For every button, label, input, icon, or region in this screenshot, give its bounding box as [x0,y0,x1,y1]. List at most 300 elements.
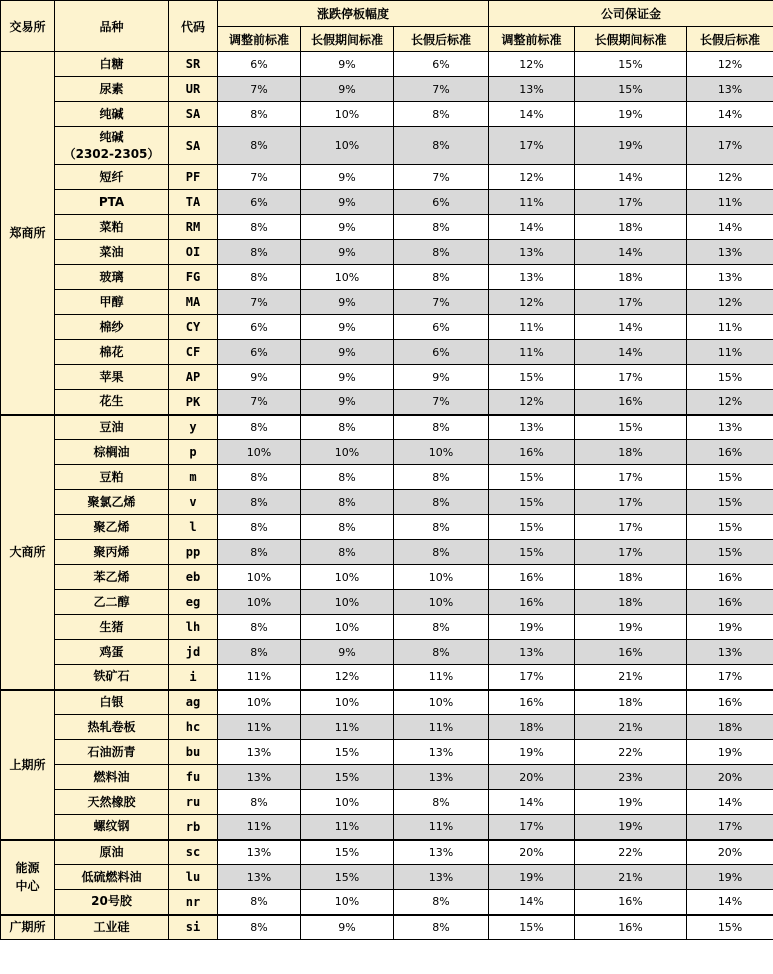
code-cell: MA [169,290,218,315]
limit-before-cell: 8% [218,915,301,940]
exchange-cell: 能源 中心 [1,840,55,915]
variety-cell: 螺纹钢 [55,815,169,840]
limit-after-cell: 6% [394,340,489,365]
limit-before-cell: 11% [218,815,301,840]
margin-before-cell: 12% [489,52,575,77]
margin-before-cell: 12% [489,390,575,415]
limit-after-cell: 8% [394,515,489,540]
code-cell: lu [169,865,218,890]
code-cell: ru [169,790,218,815]
margin-holiday-cell: 18% [575,690,687,715]
limit-holiday-cell: 10% [301,265,394,290]
margin-before-cell: 15% [489,515,575,540]
table-row [1,127,773,165]
variety-cell: 甲醇 [55,290,169,315]
code-cell: y [169,415,218,440]
margin-after-cell: 20% [687,840,773,865]
limit-holiday-cell: 11% [301,715,394,740]
limit-before-cell: 13% [218,740,301,765]
header-margin-after: 长假后标准 [687,27,773,52]
table-row [1,640,773,665]
margin-after-cell: 19% [687,615,773,640]
margin-after-cell: 15% [687,515,773,540]
limit-before-cell: 6% [218,52,301,77]
header-limit-after: 长假后标准 [394,27,489,52]
margin-after-cell: 13% [687,77,773,102]
limit-holiday-cell: 9% [301,640,394,665]
limit-before-cell: 6% [218,190,301,215]
margin-holiday-cell: 19% [575,615,687,640]
margin-holiday-cell: 18% [575,215,687,240]
limit-after-cell: 10% [394,590,489,615]
variety-cell: 聚丙烯 [55,540,169,565]
margin-holiday-cell: 21% [575,865,687,890]
margin-holiday-cell: 15% [575,52,687,77]
table-row [1,265,773,290]
limit-after-cell: 11% [394,715,489,740]
variety-cell: 聚氯乙烯 [55,490,169,515]
table-row [1,365,773,390]
code-cell: bu [169,740,218,765]
margin-holiday-cell: 17% [575,540,687,565]
header-margin-group: 公司保证金 [489,1,773,27]
exchange-cell: 广期所 [1,915,55,940]
margin-before-cell: 13% [489,240,575,265]
limit-before-cell: 6% [218,340,301,365]
limit-after-cell: 8% [394,490,489,515]
limit-after-cell: 10% [394,440,489,465]
limit-holiday-cell: 10% [301,790,394,815]
margin-after-cell: 12% [687,390,773,415]
limit-after-cell: 9% [394,365,489,390]
variety-cell: 玻璃 [55,265,169,290]
table-row [1,390,773,415]
margin-holiday-cell: 19% [575,815,687,840]
table-row [1,190,773,215]
margin-after-cell: 11% [687,315,773,340]
margin-holiday-cell: 16% [575,890,687,915]
table-row [1,840,773,865]
margin-holiday-cell: 21% [575,715,687,740]
code-cell: TA [169,190,218,215]
limit-after-cell: 11% [394,665,489,690]
limit-holiday-cell: 15% [301,765,394,790]
margin-after-cell: 13% [687,415,773,440]
margin-before-cell: 14% [489,215,575,240]
limit-after-cell: 8% [394,215,489,240]
margin-holiday-cell: 23% [575,765,687,790]
limit-holiday-cell: 9% [301,240,394,265]
variety-cell: 生猪 [55,615,169,640]
limit-before-cell: 8% [218,890,301,915]
limit-holiday-cell: 9% [301,340,394,365]
margin-before-cell: 17% [489,127,575,165]
margin-before-cell: 13% [489,640,575,665]
code-cell: OI [169,240,218,265]
table-row [1,415,773,440]
table-row [1,102,773,127]
margin-before-cell: 13% [489,415,575,440]
table-row [1,865,773,890]
margin-before-cell: 16% [489,590,575,615]
margin-holiday-cell: 17% [575,490,687,515]
header-margin-holiday: 长假期间标准 [575,27,687,52]
margin-before-cell: 16% [489,565,575,590]
limit-before-cell: 13% [218,840,301,865]
margin-before-cell: 20% [489,840,575,865]
variety-cell: 石油沥青 [55,740,169,765]
exchange-cell: 郑商所 [1,52,55,415]
margin-holiday-cell: 19% [575,102,687,127]
variety-cell: 棉花 [55,340,169,365]
limit-after-cell: 11% [394,815,489,840]
limit-holiday-cell: 8% [301,490,394,515]
limit-after-cell: 8% [394,415,489,440]
margin-before-cell: 15% [489,540,575,565]
limit-holiday-cell: 9% [301,390,394,415]
limit-holiday-cell: 9% [301,290,394,315]
table-row [1,515,773,540]
limit-holiday-cell: 9% [301,365,394,390]
limit-holiday-cell: 15% [301,865,394,890]
limit-before-cell: 6% [218,315,301,340]
margin-holiday-cell: 19% [575,127,687,165]
limit-holiday-cell: 8% [301,540,394,565]
variety-cell: PTA [55,190,169,215]
margin-before-cell: 15% [489,915,575,940]
limit-after-cell: 8% [394,615,489,640]
table-row [1,240,773,265]
limit-after-cell: 8% [394,465,489,490]
limit-holiday-cell: 11% [301,815,394,840]
code-cell: AP [169,365,218,390]
margin-holiday-cell: 22% [575,740,687,765]
code-cell: fu [169,765,218,790]
table-row [1,740,773,765]
margin-before-cell: 11% [489,315,575,340]
margin-holiday-cell: 15% [575,77,687,102]
table-row [1,890,773,915]
limit-holiday-cell: 9% [301,52,394,77]
margin-after-cell: 16% [687,440,773,465]
margin-after-cell: 16% [687,590,773,615]
table-row [1,52,773,77]
margin-before-cell: 11% [489,190,575,215]
margin-after-cell: 15% [687,540,773,565]
limit-holiday-cell: 9% [301,215,394,240]
limit-before-cell: 8% [218,790,301,815]
table-row [1,215,773,240]
margin-holiday-cell: 17% [575,515,687,540]
limit-before-cell: 9% [218,365,301,390]
table-row [1,77,773,102]
margin-after-cell: 12% [687,290,773,315]
limit-after-cell: 8% [394,790,489,815]
limit-before-cell: 11% [218,665,301,690]
table-row [1,915,773,940]
margin-after-cell: 12% [687,165,773,190]
limit-before-cell: 10% [218,565,301,590]
margin-after-cell: 13% [687,265,773,290]
limit-before-cell: 8% [218,215,301,240]
table-row [1,665,773,690]
variety-cell: 纯碱 （2302-2305） [55,127,169,165]
margin-after-cell: 15% [687,490,773,515]
margin-after-cell: 14% [687,790,773,815]
variety-cell: 铁矿石 [55,665,169,690]
limit-before-cell: 13% [218,765,301,790]
limit-holiday-cell: 15% [301,740,394,765]
header-variety: 品种 [55,1,169,52]
code-cell: SA [169,127,218,165]
limit-holiday-cell: 15% [301,840,394,865]
code-cell: PF [169,165,218,190]
variety-cell: 菜油 [55,240,169,265]
code-cell: PK [169,390,218,415]
margin-before-cell: 18% [489,715,575,740]
limit-holiday-cell: 9% [301,915,394,940]
table-row [1,715,773,740]
margin-holiday-cell: 16% [575,640,687,665]
margin-before-cell: 20% [489,765,575,790]
margin-holiday-cell: 14% [575,315,687,340]
margin-before-cell: 19% [489,740,575,765]
margin-before-cell: 15% [489,490,575,515]
header-exchange: 交易所 [1,1,55,52]
limit-holiday-cell: 10% [301,440,394,465]
variety-cell: 热轧卷板 [55,715,169,740]
margin-before-cell: 15% [489,365,575,390]
code-cell: ag [169,690,218,715]
limit-before-cell: 8% [218,127,301,165]
code-cell: sc [169,840,218,865]
table-row [1,290,773,315]
code-cell: SR [169,52,218,77]
variety-cell: 豆粕 [55,465,169,490]
limit-holiday-cell: 10% [301,565,394,590]
variety-cell: 菜粕 [55,215,169,240]
header-price-limit-group: 涨跌停板幅度 [218,1,489,27]
limit-before-cell: 8% [218,265,301,290]
code-cell: lh [169,615,218,640]
margin-after-cell: 13% [687,240,773,265]
variety-cell: 鸡蛋 [55,640,169,665]
limit-after-cell: 10% [394,690,489,715]
limit-before-cell: 8% [218,102,301,127]
limit-before-cell: 10% [218,590,301,615]
limit-holiday-cell: 10% [301,590,394,615]
margin-before-cell: 14% [489,790,575,815]
code-cell: CY [169,315,218,340]
margin-after-cell: 12% [687,52,773,77]
margin-after-cell: 13% [687,640,773,665]
margin-after-cell: 17% [687,815,773,840]
variety-cell: 聚乙烯 [55,515,169,540]
margin-holiday-cell: 14% [575,240,687,265]
margin-before-cell: 19% [489,615,575,640]
limit-holiday-cell: 9% [301,77,394,102]
limit-after-cell: 8% [394,890,489,915]
limit-holiday-cell: 9% [301,190,394,215]
margin-after-cell: 20% [687,765,773,790]
margin-after-cell: 11% [687,340,773,365]
variety-cell: 尿素 [55,77,169,102]
margin-after-cell: 14% [687,890,773,915]
exchange-cell: 大商所 [1,415,55,690]
header-limit-before: 调整前标准 [218,27,301,52]
variety-cell: 低硫燃料油 [55,865,169,890]
limit-before-cell: 10% [218,690,301,715]
variety-cell: 花生 [55,390,169,415]
code-cell: RM [169,215,218,240]
margin-holiday-cell: 18% [575,590,687,615]
margin-before-cell: 12% [489,290,575,315]
limit-after-cell: 10% [394,565,489,590]
code-cell: jd [169,640,218,665]
margin-after-cell: 17% [687,665,773,690]
margin-holiday-cell: 17% [575,465,687,490]
limit-holiday-cell: 9% [301,315,394,340]
limit-before-cell: 8% [218,490,301,515]
table-row [1,340,773,365]
variety-cell: 白银 [55,690,169,715]
limit-before-cell: 8% [218,540,301,565]
limit-after-cell: 8% [394,540,489,565]
limit-holiday-cell: 12% [301,665,394,690]
limit-before-cell: 7% [218,390,301,415]
margin-holiday-cell: 15% [575,415,687,440]
margin-holiday-cell: 18% [575,265,687,290]
limit-after-cell: 6% [394,315,489,340]
limit-holiday-cell: 10% [301,690,394,715]
margin-holiday-cell: 22% [575,840,687,865]
variety-cell: 燃料油 [55,765,169,790]
limit-after-cell: 13% [394,765,489,790]
margin-holiday-cell: 14% [575,165,687,190]
margin-holiday-cell: 16% [575,390,687,415]
code-cell: v [169,490,218,515]
header-code: 代码 [169,1,218,52]
limit-before-cell: 11% [218,715,301,740]
limit-holiday-cell: 10% [301,615,394,640]
code-cell: i [169,665,218,690]
margin-before-cell: 16% [489,690,575,715]
margin-after-cell: 16% [687,565,773,590]
limit-before-cell: 10% [218,440,301,465]
variety-cell: 苯乙烯 [55,565,169,590]
limit-holiday-cell: 10% [301,127,394,165]
margin-before-cell: 14% [489,102,575,127]
margin-before-cell: 11% [489,340,575,365]
limit-after-cell: 7% [394,290,489,315]
table-row [1,765,773,790]
limit-before-cell: 7% [218,290,301,315]
margin-holiday-cell: 17% [575,290,687,315]
limit-before-cell: 7% [218,77,301,102]
limit-before-cell: 8% [218,415,301,440]
code-cell: CF [169,340,218,365]
limit-after-cell: 8% [394,240,489,265]
table-row [1,315,773,340]
table-row [1,540,773,565]
table-row [1,490,773,515]
variety-cell: 天然橡胶 [55,790,169,815]
margin-before-cell: 12% [489,165,575,190]
limit-holiday-cell: 8% [301,515,394,540]
limit-after-cell: 8% [394,102,489,127]
margin-after-cell: 19% [687,865,773,890]
variety-cell: 豆油 [55,415,169,440]
margin-before-cell: 13% [489,265,575,290]
limit-holiday-cell: 8% [301,415,394,440]
margin-after-cell: 18% [687,715,773,740]
limit-after-cell: 13% [394,740,489,765]
margin-before-cell: 15% [489,465,575,490]
margin-holiday-cell: 21% [575,665,687,690]
code-cell: rb [169,815,218,840]
limit-before-cell: 7% [218,165,301,190]
limit-holiday-cell: 9% [301,165,394,190]
code-cell: nr [169,890,218,915]
margin-before-cell: 19% [489,865,575,890]
margin-after-cell: 17% [687,127,773,165]
code-cell: eg [169,590,218,615]
limit-after-cell: 8% [394,915,489,940]
margin-after-cell: 11% [687,190,773,215]
limit-after-cell: 13% [394,865,489,890]
limit-before-cell: 8% [218,515,301,540]
margin-after-cell: 16% [687,690,773,715]
code-cell: m [169,465,218,490]
limit-after-cell: 7% [394,165,489,190]
variety-cell: 棉纱 [55,315,169,340]
margin-after-cell: 14% [687,102,773,127]
limit-after-cell: 8% [394,127,489,165]
limit-after-cell: 7% [394,77,489,102]
margin-holiday-cell: 18% [575,565,687,590]
limit-after-cell: 6% [394,52,489,77]
limit-holiday-cell: 10% [301,102,394,127]
table-row [1,565,773,590]
limit-before-cell: 8% [218,615,301,640]
margin-holiday-cell: 18% [575,440,687,465]
code-cell: p [169,440,218,465]
margin-before-cell: 17% [489,815,575,840]
limit-after-cell: 8% [394,265,489,290]
limit-holiday-cell: 8% [301,465,394,490]
header-limit-holiday: 长假期间标准 [301,27,394,52]
code-cell: eb [169,565,218,590]
table-row [1,465,773,490]
variety-cell: 20号胶 [55,890,169,915]
table-row [1,440,773,465]
margin-before-cell: 16% [489,440,575,465]
variety-cell: 白糖 [55,52,169,77]
margin-after-cell: 15% [687,365,773,390]
code-cell: pp [169,540,218,565]
code-cell: UR [169,77,218,102]
limit-after-cell: 13% [394,840,489,865]
limit-before-cell: 8% [218,640,301,665]
margin-before-cell: 17% [489,665,575,690]
table-row [1,690,773,715]
variety-cell: 乙二醇 [55,590,169,615]
code-cell: si [169,915,218,940]
variety-cell: 短纤 [55,165,169,190]
table-row [1,590,773,615]
margin-holiday-cell: 17% [575,365,687,390]
margin-holiday-cell: 19% [575,790,687,815]
